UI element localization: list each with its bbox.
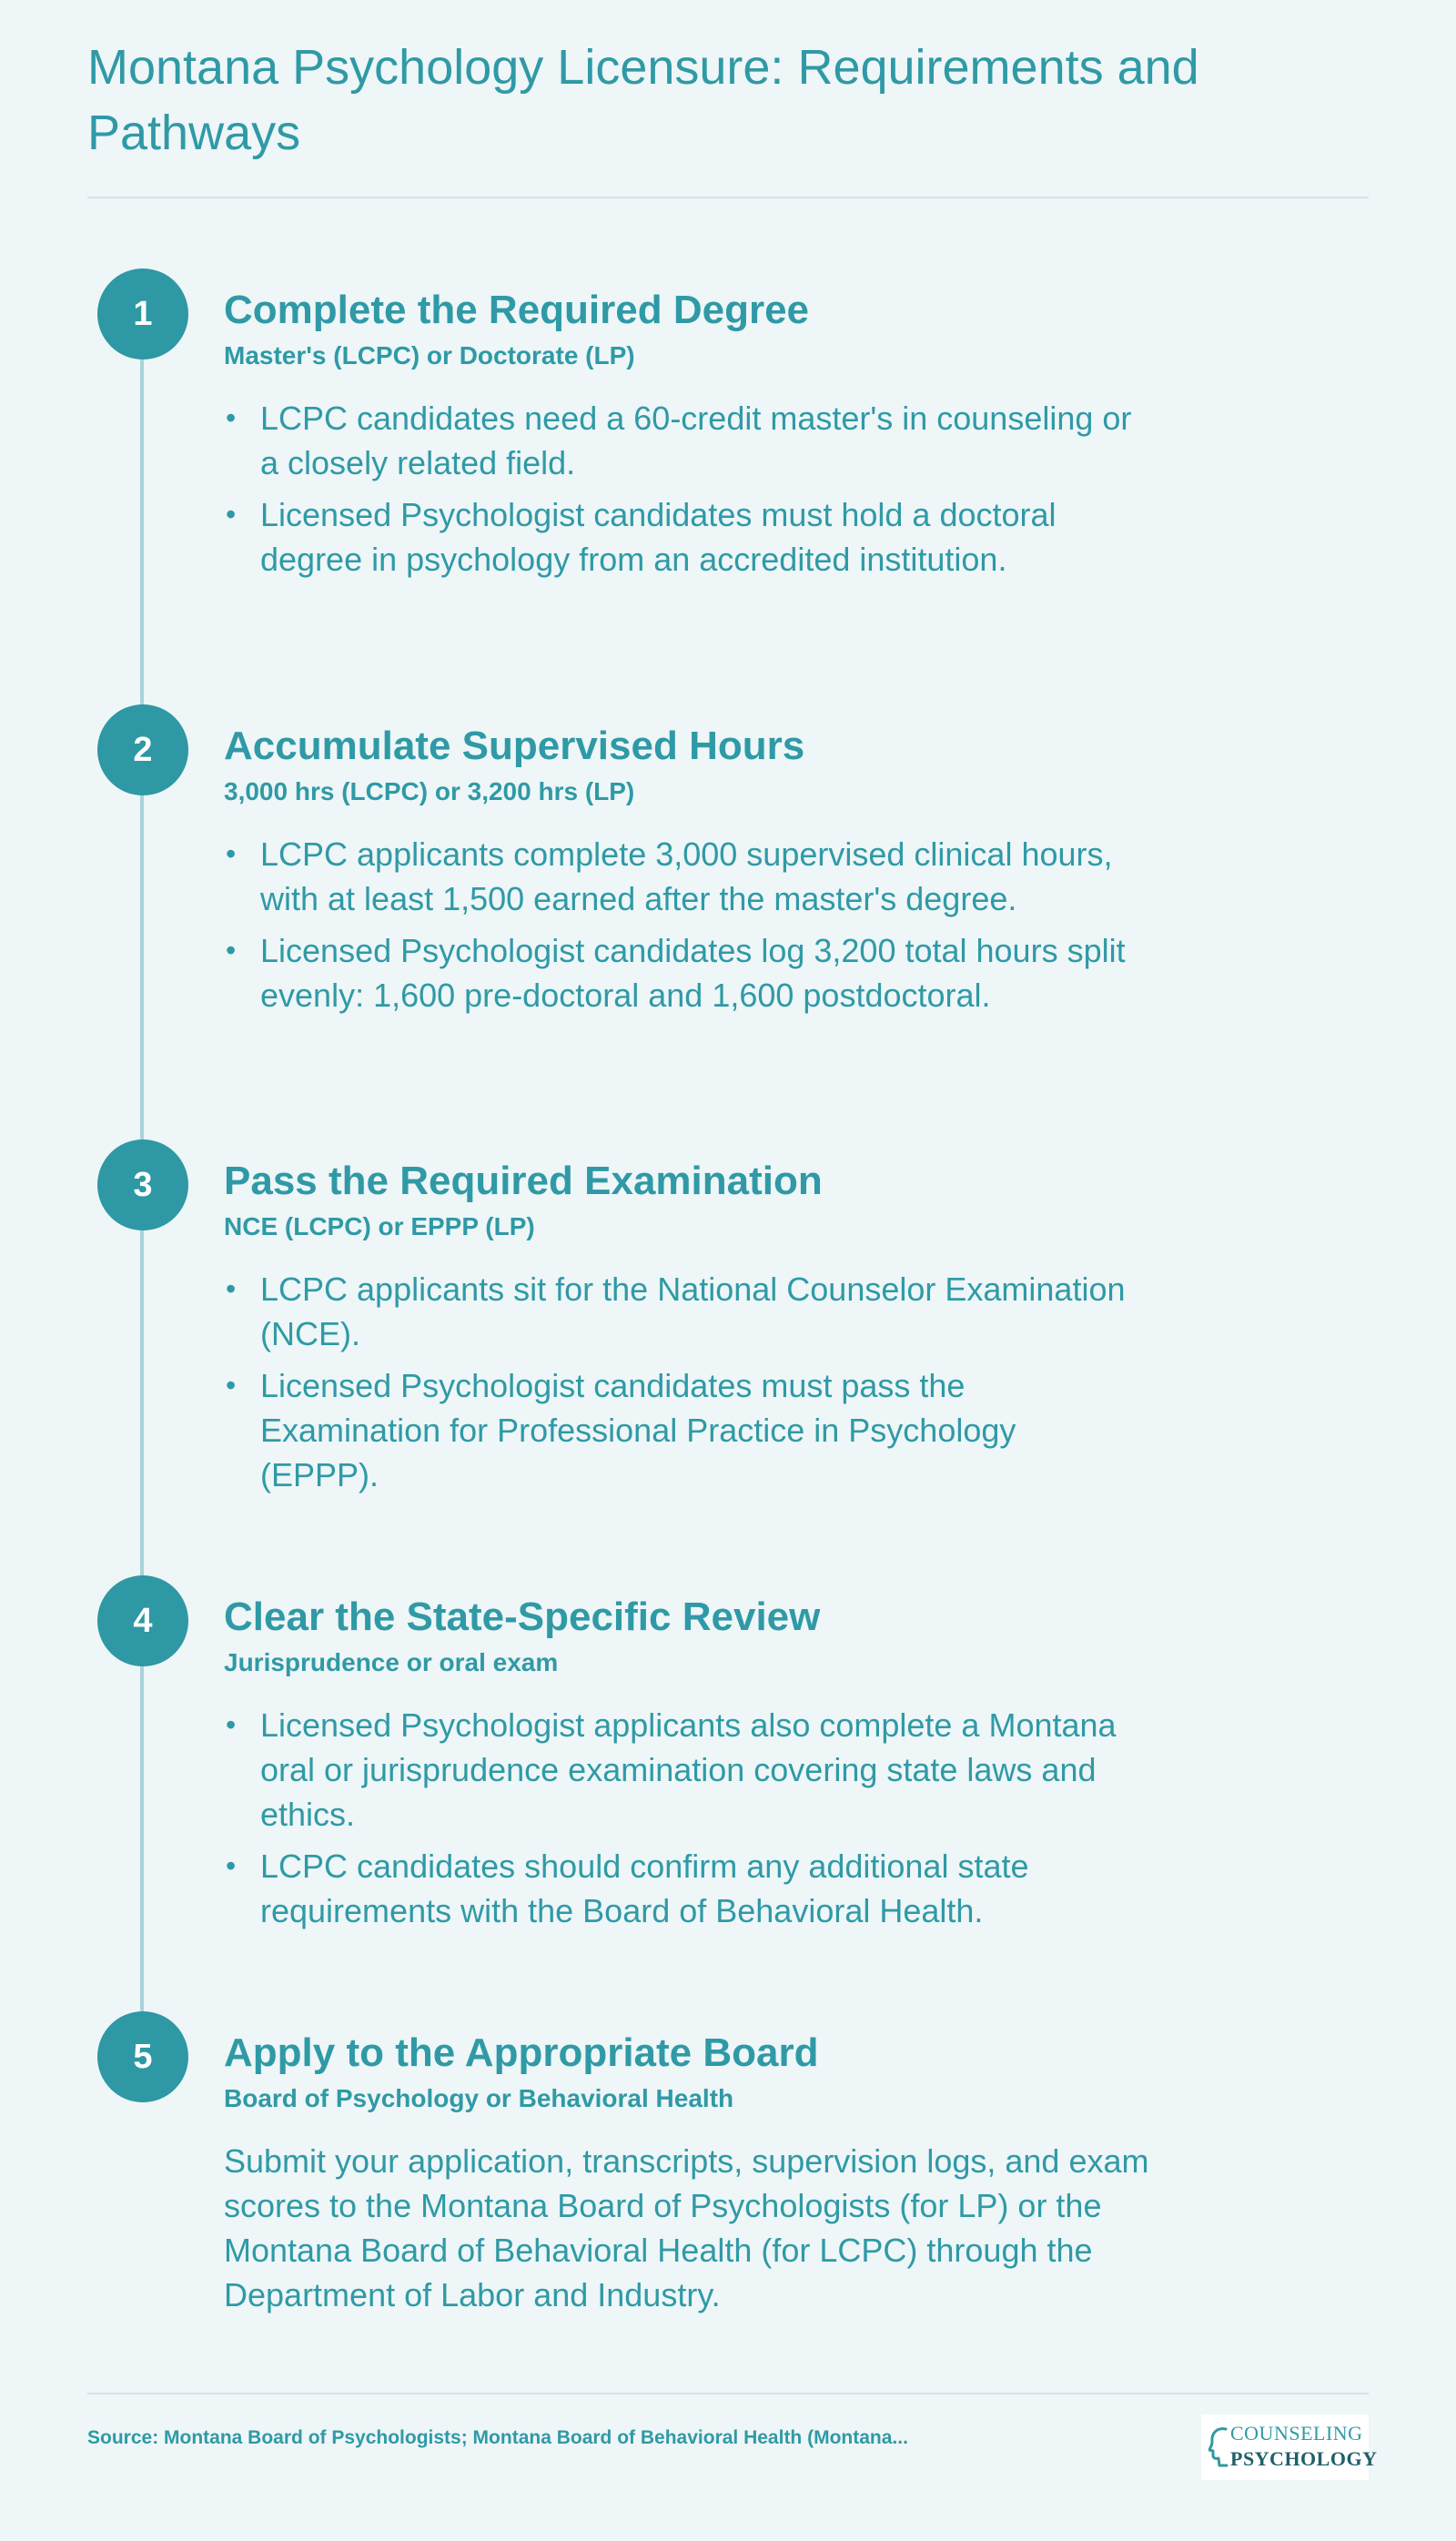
bullet-icon: • [226, 1369, 237, 1402]
step-subtitle: Master's (LCPC) or Doctorate (LP) [224, 341, 635, 370]
step-number-badge: 2 [97, 704, 188, 795]
step-title: Complete the Required Degree [224, 288, 810, 332]
step-number-badge: 1 [97, 268, 188, 359]
bullet-item [224, 492, 1134, 582]
head-profile-icon [1208, 2425, 1228, 2467]
step-content [224, 1592, 1170, 1940]
step-bullet-list [224, 1267, 1134, 1497]
step-bullet-list [224, 1703, 1134, 1933]
bullet-text: Licensed Psychologist applicants also complete a Montana oral or jurisprudence examination covering state laws and ethics. [260, 1706, 1117, 1833]
bullet-item [224, 1363, 1134, 1497]
step-bullet-list [224, 832, 1134, 1017]
step-number-badge: 5 [97, 2011, 188, 2102]
step-description: Submit your application, transcripts, supervision logs, and exam scores to the Montana Board of Psychologists (for LP) or the Montana Board of Behavioral Health (for LCPC) through the Department of Labor and Industry. [224, 2142, 1149, 2313]
bullet-item [224, 396, 1134, 485]
step-title: Pass the Required Examination [224, 1159, 823, 1203]
source-citation: Source: Montana Board of Psychologists; Montana Board of Behavioral Health (Montana... [87, 2427, 908, 2448]
bullet-icon: • [226, 1708, 237, 1741]
step-number-badge: 4 [97, 1575, 188, 1666]
step-title: Apply to the Appropriate Board [224, 2030, 819, 2075]
step-title: Clear the State-Specific Review [224, 1594, 821, 1639]
bullet-text: LCPC candidates need a 60-credit master's in counseling or a closely related field. [260, 400, 1132, 481]
footer-divider [87, 2393, 1369, 2394]
bullet-text: Licensed Psychologist candidates log 3,200 total hours split evenly: 1,600 pre-doctoral and 1,600 postdoctoral. [260, 932, 1126, 1014]
step-subtitle: NCE (LCPC) or EPPP (LP) [224, 1212, 535, 1240]
counseling-psychology-logo [1201, 2414, 1378, 2480]
step-content [224, 1156, 1170, 1504]
bullet-text: LCPC applicants complete 3,000 supervised clinical hours, with at least 1,500 earned after the master's degree. [260, 835, 1113, 917]
step-bullet-list [224, 396, 1134, 582]
step-title: Accumulate Supervised Hours [224, 724, 805, 768]
bullet-icon: • [226, 498, 237, 531]
bullet-item [224, 1703, 1134, 1837]
bullet-text: Licensed Psychologist candidates must hold a doctoral degree in psychology from an accredited institution. [260, 496, 1057, 578]
title-divider [87, 197, 1369, 198]
step-subtitle: Board of Psychology or Behavioral Health [224, 2084, 734, 2112]
step-content [224, 2028, 1170, 2317]
bullet-icon: • [226, 1272, 237, 1305]
step-number-badge: 3 [97, 1139, 188, 1230]
bullet-icon: • [226, 934, 237, 967]
bullet-item [224, 1844, 1134, 1933]
bullet-item [224, 928, 1134, 1017]
bullet-item [224, 832, 1134, 921]
bullet-icon: • [226, 401, 237, 434]
bullet-text: Licensed Psychologist candidates must pass the Examination for Professional Practice in Psychology (EPPP). [260, 1367, 1016, 1493]
bullet-icon: • [226, 837, 237, 870]
bullet-icon: • [226, 1849, 237, 1882]
bullet-item [224, 1267, 1134, 1356]
logo-text-psychology: PSYCHOLOGY [1230, 2447, 1378, 2470]
logo-text-counseling: COUNSELING [1230, 2422, 1363, 2445]
bullet-text: LCPC applicants sit for the National Counselor Examination (NCE). [260, 1270, 1126, 1352]
step-content [224, 721, 1170, 1025]
step-subtitle: 3,000 hrs (LCPC) or 3,200 hrs (LP) [224, 777, 635, 805]
step-content [224, 285, 1170, 589]
page-title: Montana Psychology Licensure: Requirements and Pathways [87, 40, 1199, 160]
step-subtitle: Jurisprudence or oral exam [224, 1648, 559, 1676]
bullet-text: LCPC candidates should confirm any additional state requirements with the Board of Behavioral Health. [260, 1848, 1029, 1929]
